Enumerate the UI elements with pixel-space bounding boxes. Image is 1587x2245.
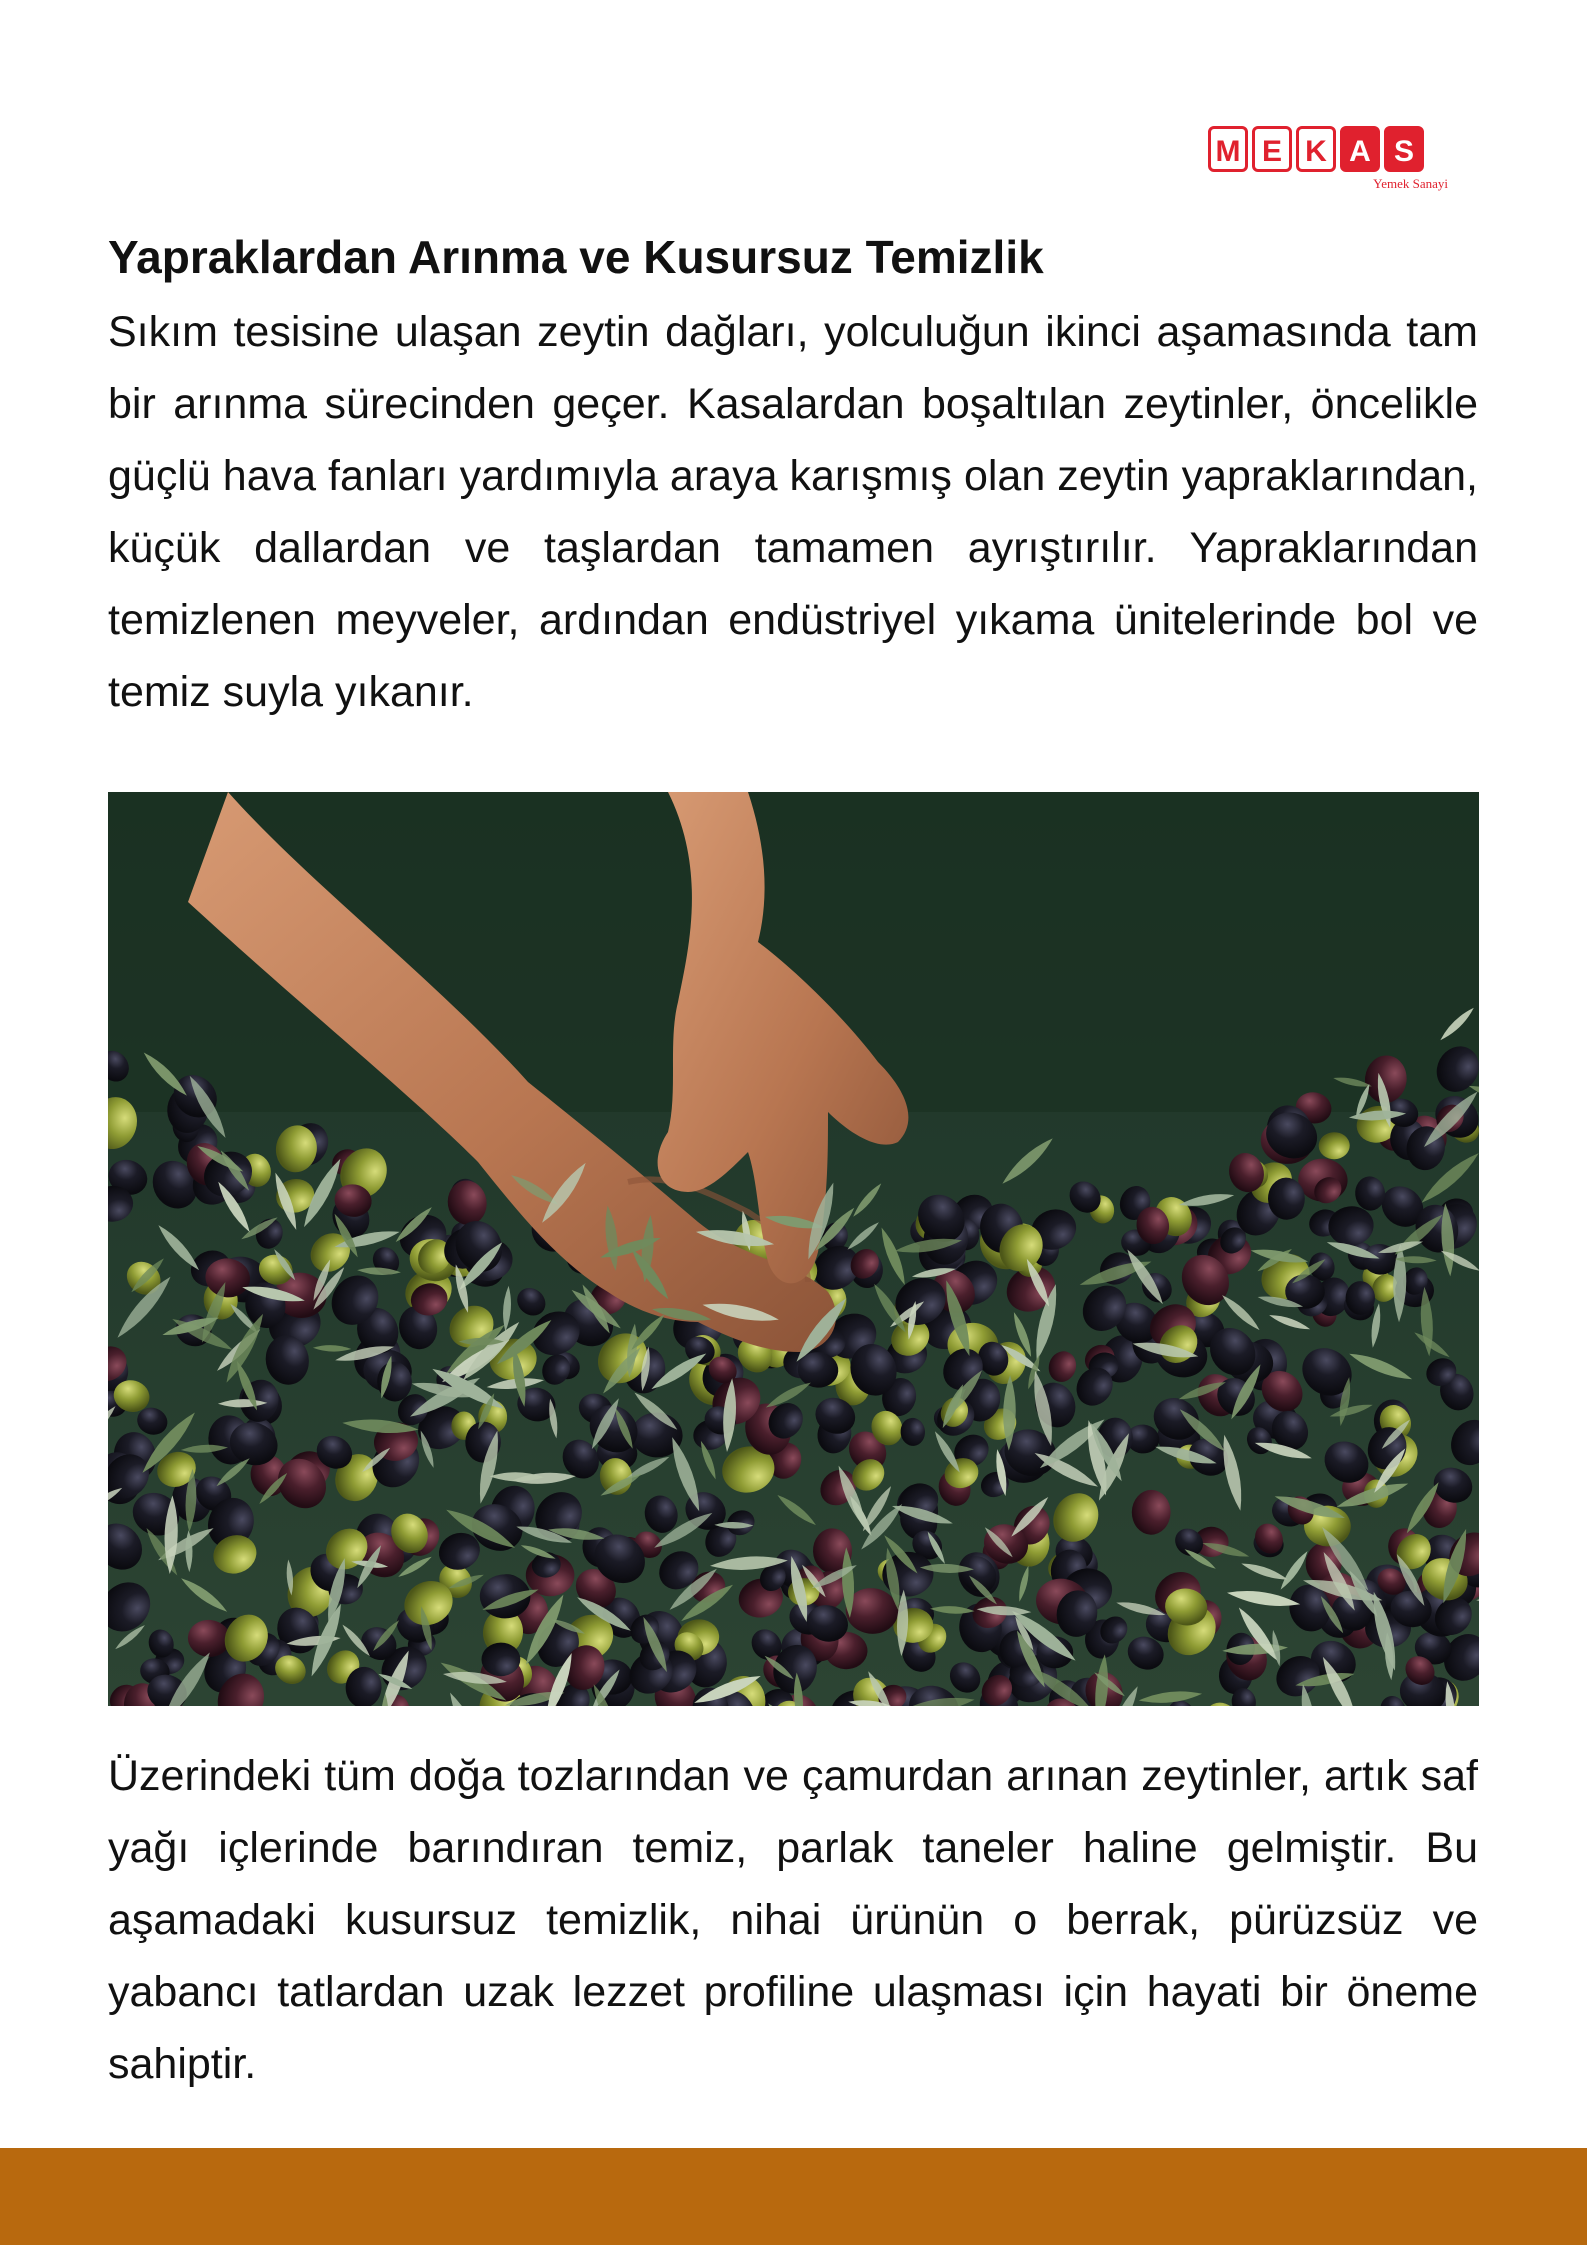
article-paragraph-1: Sıkım tesisine ulaşan zeytin dağları, yolculuğun ikinci aşamasında tam bir arınma sürecinden geçer. Kasalardan boşaltılan zeytinler, öncelikle güçlü hava fanları yardımıyla araya karışmış olan zeytin yapraklarından, küçük dallardan ve taşlardan tamamen ayrıştırılır. Yapraklarından temizlenen meyveler, ardından endüstriyel yıkama ünitelerinde bol ve temiz suyla yıkanır. [108, 308, 1478, 716]
logo-subtitle: Yemek Sanayi [1373, 176, 1448, 191]
logo-letter: M [1208, 126, 1248, 172]
logo-letter: K [1296, 126, 1336, 172]
article-heading: Yapraklardan Arınma ve Kusursuz Temizlik [108, 231, 1044, 283]
logo-letter: A [1340, 126, 1380, 172]
olive-harvest-photo [108, 792, 1479, 1706]
olive-harvest-illustration [108, 792, 1479, 1706]
logo-letter: S [1384, 126, 1424, 172]
logo-letter: E [1252, 126, 1292, 172]
logo-letters [1208, 126, 1448, 172]
brand-logo [1208, 126, 1448, 198]
footer-bar [0, 2148, 1587, 2245]
article-paragraph-2: Üzerindeki tüm doğa tozlarından ve çamurdan arınan zeytinler, artık saf yağı içlerinde barındıran temiz, parlak taneler haline gelmiştir. Bu aşamadaki kusursuz temizlik, nihai ürünün o berrak, pürüzsüz ve yabancı tatlardan uzak lezzet profiline ulaşması için hayati bir öneme sahiptir. [108, 1752, 1478, 2088]
